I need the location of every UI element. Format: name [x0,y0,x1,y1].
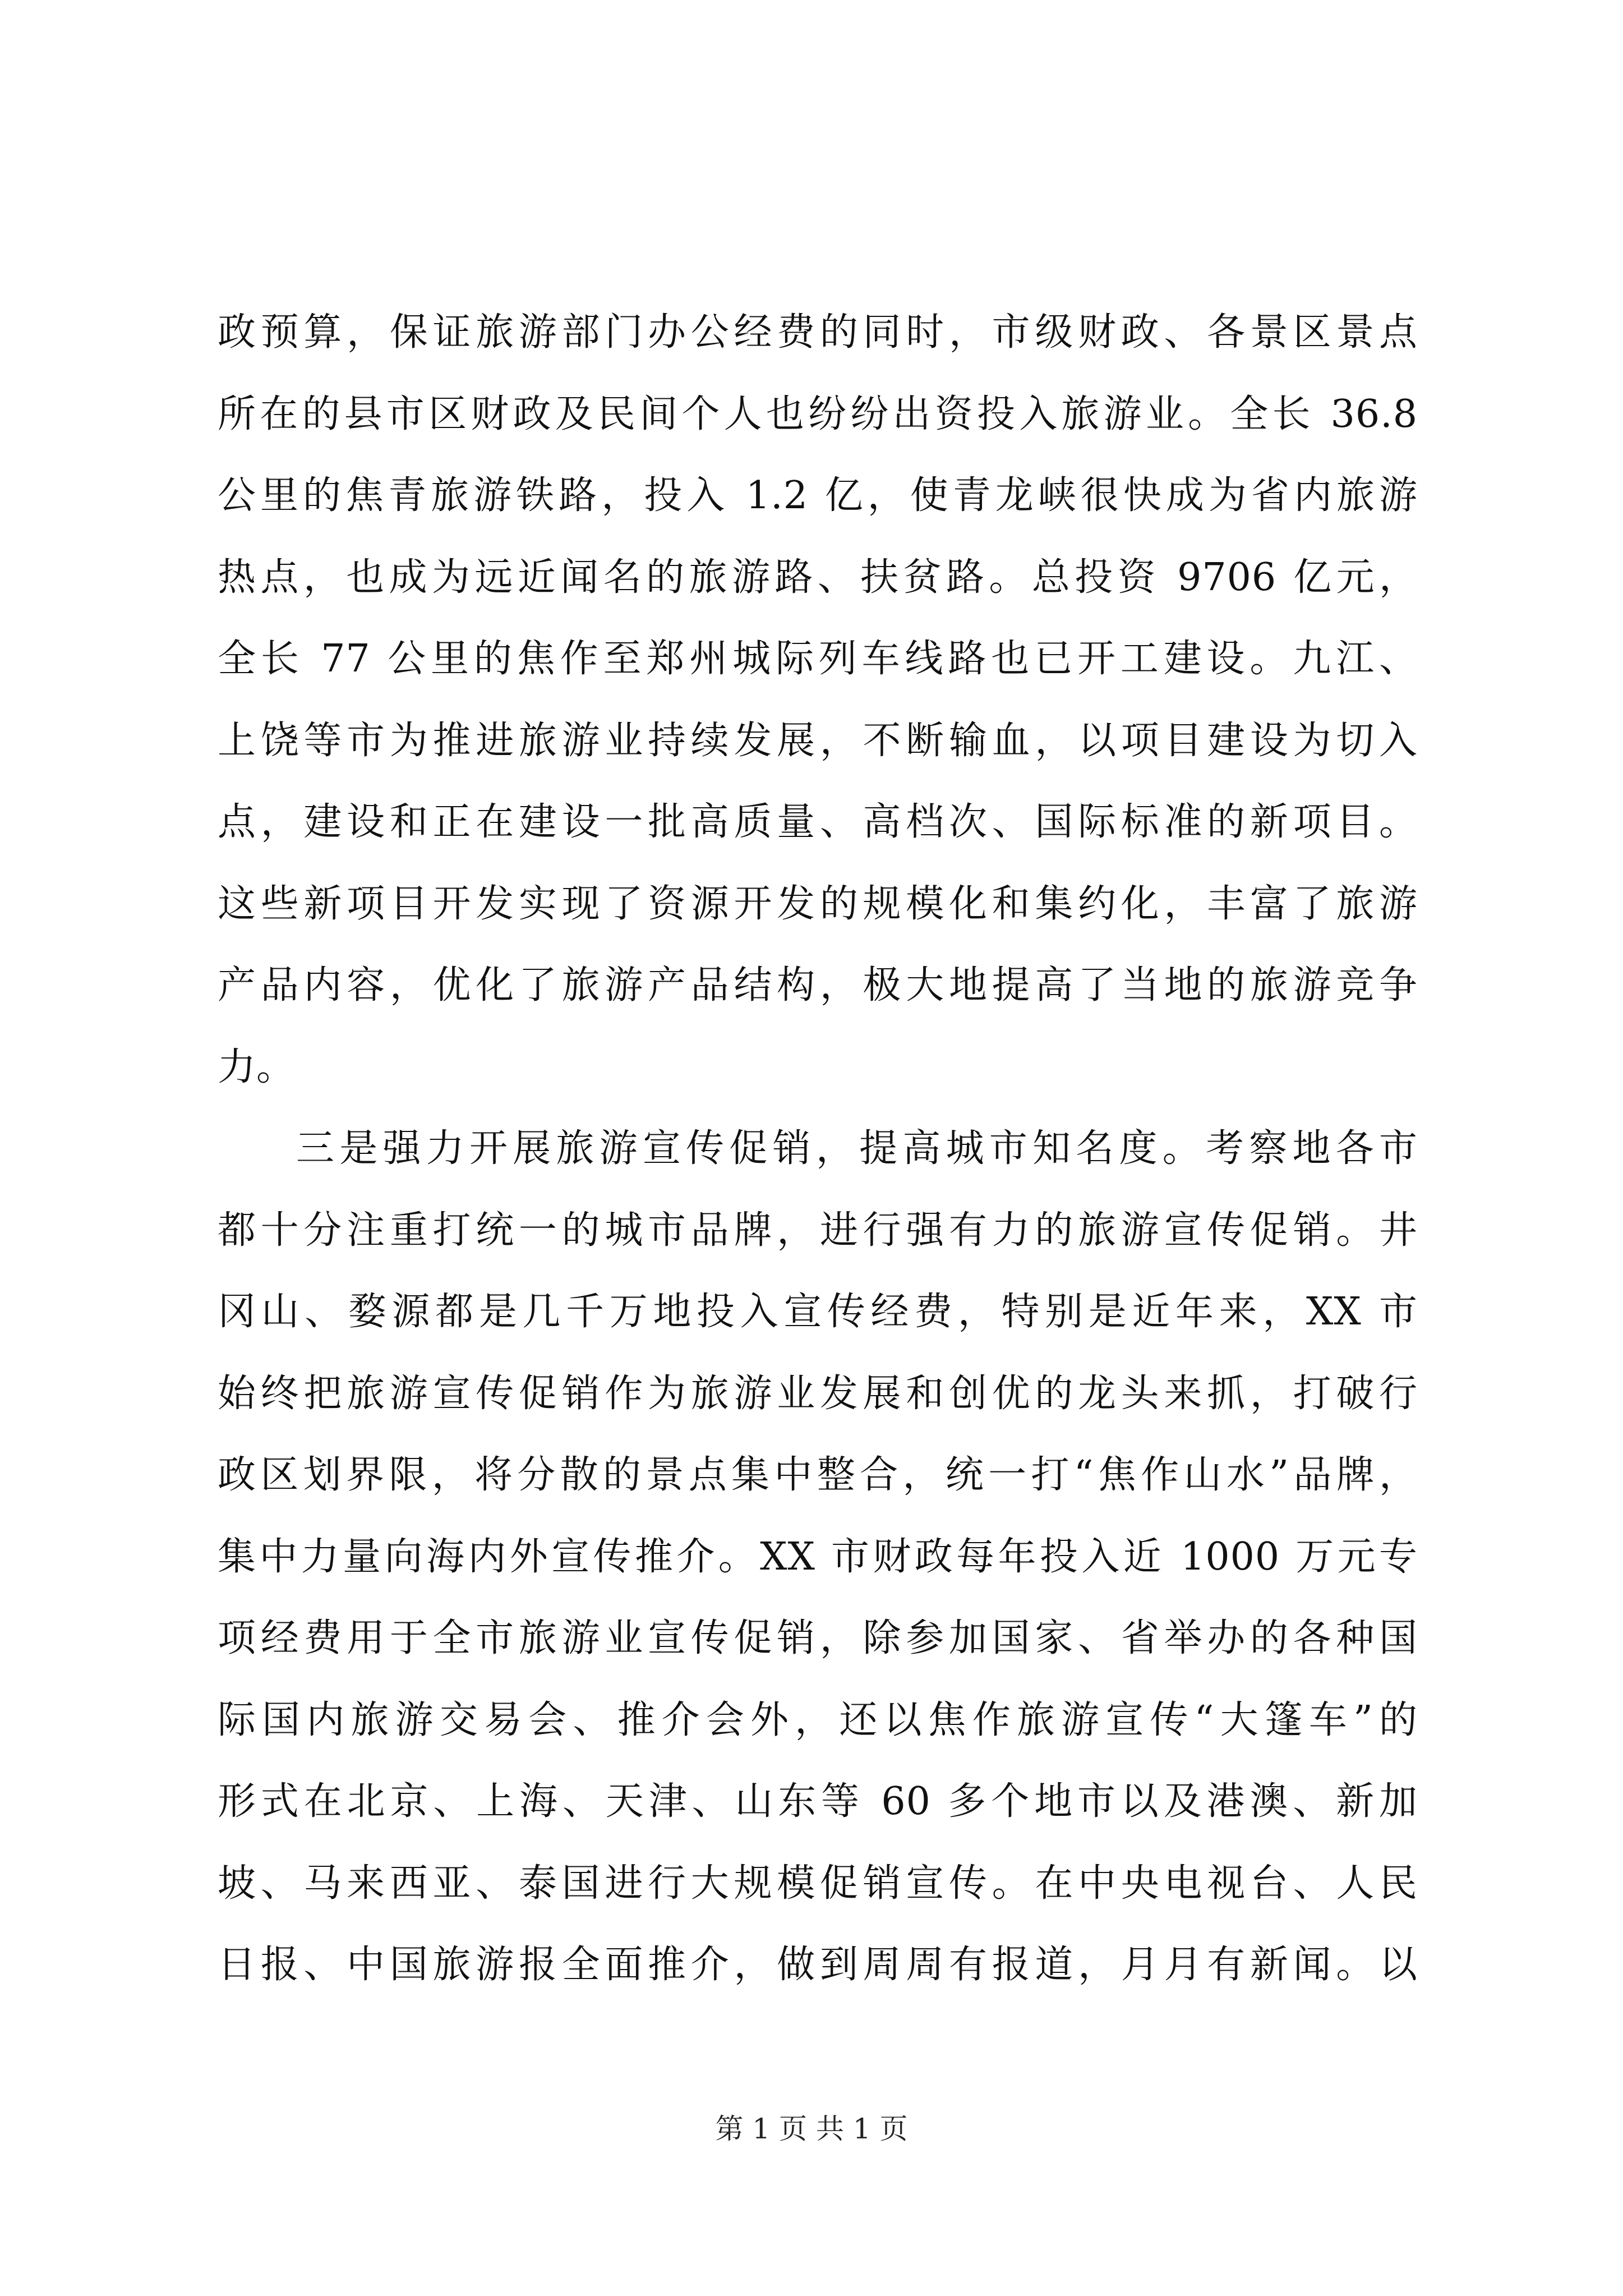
text-line: 冈山、婺源都是几千万地投入宣传经费，特别是近年来，XX 市 [218,1290,1418,1334]
text-line: 坡、马来西亚、泰国进行大规模促销宣传。在中央电视台、人民 [218,1861,1418,1906]
text-line: 产品内容，优化了旅游产品结构，极大地提高了当地的旅游竞争 [218,963,1418,1007]
text-line: 政预算，保证旅游部门办公经费的同时，市级财政、各景区景点 [218,310,1418,355]
text-line: 都十分注重打统一的城市品牌，进行强有力的旅游宣传促销。井 [218,1208,1418,1253]
text-line: 上饶等市为推进旅游业持续发展，不断输血，以项目建设为切入 [218,718,1418,763]
text-line: 这些新项目开发实现了资源开发的规模化和集约化，丰富了旅游 [218,881,1418,926]
text-line: 始终把旅游宣传促销作为旅游业发展和创优的龙头来抓，打破行 [218,1371,1418,1416]
text-line: 热点，也成为远近闻名的旅游路、扶贫路。总投资 9706 亿元， [218,555,1418,600]
body-text [218,292,1418,2006]
text-line: 形式在北京、上海、天津、山东等 60 多个地市以及港澳、新加 [218,1779,1418,1824]
text-line: 力。 [218,1045,296,1089]
text-line: 点，建设和正在建设一批高质量、高档次、国际标准的新项目。 [218,800,1418,844]
text-line: 日报、中国旅游报全面推介，做到周周有报道，月月有新闻。以 [218,1943,1418,1987]
text-line: 集中力量向海内外宣传推介。XX 市财政每年投入近 1000 万元专 [218,1534,1418,1579]
text-line: 全长 77 公里的焦作至郑州城际列车线路也已开工建设。九江、 [218,637,1418,681]
text-line: 际国内旅游交易会、推介会外，还以焦作旅游宣传“大篷车”的 [218,1697,1418,1742]
text-line: 三是强力开展旅游宣传促销，提高城市知名度。考察地各市 [296,1126,1418,1171]
text-line: 项经费用于全市旅游业宣传促销，除参加国家、省举办的各种国 [218,1616,1418,1660]
text-line: 政区划界限，将分散的景点集中整合，统一打“焦作山水”品牌， [218,1453,1418,1497]
text-line: 公里的焦青旅游铁路，投入 1.2 亿，使青龙峡很快成为省内旅游 [218,473,1418,518]
text-line: 所在的县市区财政及民间个人也纷纷出资投入旅游业。全长 36.8 [218,392,1418,436]
page-footer: 第 1 页 共 1 页 [715,2113,908,2145]
